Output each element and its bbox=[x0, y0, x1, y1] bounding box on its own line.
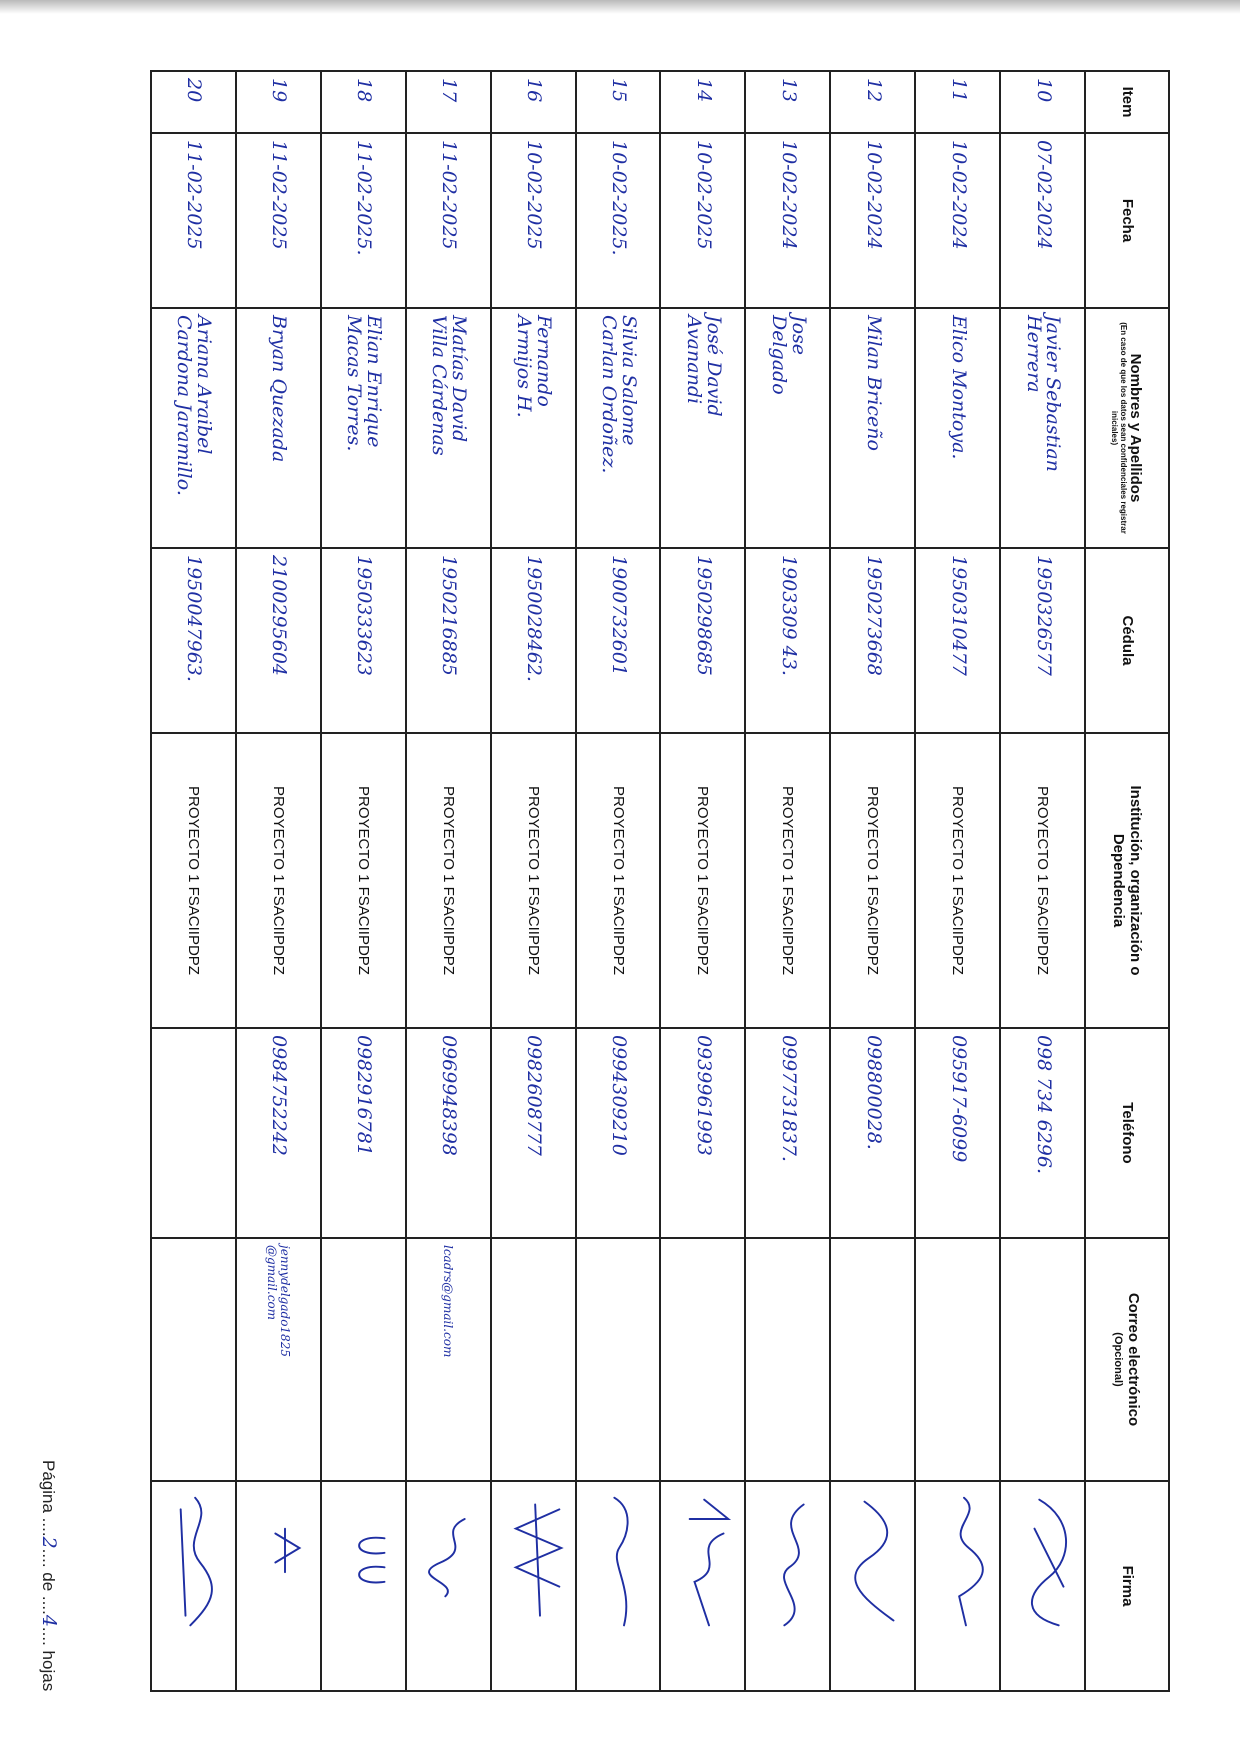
table-body bbox=[151, 71, 1085, 1691]
cell-fecha: 07-02-2024 bbox=[1000, 133, 1085, 308]
cell-telefono: 0939961993 bbox=[660, 1028, 745, 1238]
cell-item: 20 bbox=[151, 71, 236, 133]
table-row bbox=[151, 71, 236, 1691]
cell-item: 19 bbox=[236, 71, 321, 133]
cell-fecha: 10-02-2024 bbox=[915, 133, 1000, 308]
cell-correo bbox=[321, 1238, 406, 1481]
cell-fecha: 10-02-2025 bbox=[660, 133, 745, 308]
header-item: Item bbox=[1085, 71, 1169, 133]
cell-firma bbox=[915, 1481, 1000, 1691]
page-footer: Página ....2.... de ....4.... hojas bbox=[38, 1460, 60, 1692]
signature-scribble bbox=[850, 1490, 908, 1635]
cell-fecha: 10-02-2025. bbox=[576, 133, 661, 308]
attendance-sheet bbox=[150, 70, 1170, 1690]
signature-scribble bbox=[511, 1490, 569, 1635]
cell-fecha: 11-02-2025. bbox=[321, 133, 406, 308]
header-cedula: Cédula bbox=[1085, 548, 1169, 733]
cell-cedula: 1900732601 bbox=[576, 548, 661, 733]
cell-institucion: PROYECTO 1 FSACIIPDPZ bbox=[830, 733, 915, 1028]
cell-item: 10 bbox=[1000, 71, 1085, 133]
signature-scribble bbox=[426, 1490, 484, 1635]
cell-name-line2: Herrera bbox=[1022, 315, 1045, 393]
cell-name-line1: Bryan Quezada bbox=[268, 315, 291, 463]
cell-telefono: 0984752242 bbox=[236, 1028, 321, 1238]
cell-name-line2: Delgado bbox=[767, 315, 790, 395]
cell-correo-line1: lcadrs@gmail.com bbox=[441, 1245, 456, 1358]
table-row bbox=[491, 71, 576, 1691]
cell-correo bbox=[745, 1238, 830, 1481]
cell-fecha: 10-02-2024 bbox=[830, 133, 915, 308]
cell-institucion: PROYECTO 1 FSACIIPDPZ bbox=[915, 733, 1000, 1028]
signature-scribble bbox=[680, 1490, 738, 1635]
cell-correo bbox=[406, 1238, 491, 1481]
cell-firma bbox=[576, 1481, 661, 1691]
signature-scribble bbox=[935, 1490, 993, 1635]
footer-de-label: de bbox=[39, 1572, 58, 1592]
cell-telefono: 0982916781 bbox=[321, 1028, 406, 1238]
cell-institucion: PROYECTO 1 FSACIIPDPZ bbox=[491, 733, 576, 1028]
cell-firma bbox=[830, 1481, 915, 1691]
cell-correo-line1: jennydelgado1825 bbox=[277, 1245, 292, 1357]
cell-correo bbox=[830, 1238, 915, 1481]
signature-scribble bbox=[171, 1490, 229, 1635]
cell-nombres bbox=[236, 308, 321, 548]
cell-cedula: 2100295604 bbox=[236, 548, 321, 733]
cell-nombres bbox=[830, 308, 915, 548]
table-row bbox=[406, 71, 491, 1691]
table-row bbox=[830, 71, 915, 1691]
cell-telefono: 0997731837. bbox=[745, 1028, 830, 1238]
cell-name-line1: Milan Briceño bbox=[862, 315, 885, 451]
cell-fecha: 10-02-2025 bbox=[491, 133, 576, 308]
table-row bbox=[576, 71, 661, 1691]
cell-institucion: PROYECTO 1 FSACIIPDPZ bbox=[321, 733, 406, 1028]
cell-fecha: 11-02-2025 bbox=[236, 133, 321, 308]
scan-edge bbox=[0, 0, 1240, 14]
cell-telefono: 0994309210 bbox=[576, 1028, 661, 1238]
cell-cedula: 1903309 43. bbox=[745, 548, 830, 733]
cell-correo bbox=[151, 1238, 236, 1481]
cell-name-line1: Jose bbox=[787, 315, 810, 356]
cell-institucion: PROYECTO 1 FSACIIPDPZ bbox=[576, 733, 661, 1028]
signature-scribble bbox=[765, 1490, 823, 1635]
cell-nombres bbox=[151, 308, 236, 548]
cell-institucion: PROYECTO 1 FSACIIPDPZ bbox=[406, 733, 491, 1028]
cell-correo bbox=[915, 1238, 1000, 1481]
table-row bbox=[1000, 71, 1085, 1691]
cell-item: 16 bbox=[491, 71, 576, 133]
cell-firma bbox=[660, 1481, 745, 1691]
cell-cedula: 1950028462. bbox=[491, 548, 576, 733]
cell-cedula: 1950047963. bbox=[151, 548, 236, 733]
cell-telefono: 098 734 6296. bbox=[1000, 1028, 1085, 1238]
cell-name-line1: Elian Enrique bbox=[363, 315, 386, 448]
header-correo-label: Correo electrónico bbox=[1124, 1292, 1142, 1427]
cell-telefono: 0982608777 bbox=[491, 1028, 576, 1238]
cell-name-line2: Avanandi bbox=[682, 315, 705, 405]
cell-correo bbox=[1000, 1238, 1085, 1481]
header-fecha: Fecha bbox=[1085, 133, 1169, 308]
cell-cedula: 1950310477 bbox=[915, 548, 1000, 733]
cell-cedula: 1950298685 bbox=[660, 548, 745, 733]
cell-name-line2: Cardona Jaramillo. bbox=[173, 315, 196, 496]
table-row bbox=[745, 71, 830, 1691]
cell-name-line2: Villa Cárdenas bbox=[428, 315, 451, 456]
cell-nombres bbox=[491, 308, 576, 548]
cell-firma bbox=[491, 1481, 576, 1691]
signature-scribble bbox=[341, 1490, 399, 1635]
cell-telefono: 0969948398 bbox=[406, 1028, 491, 1238]
header-nombres-label: Nombres y Apellidos bbox=[1127, 353, 1145, 503]
cell-name-line1: Javier Sebastian bbox=[1042, 315, 1065, 472]
cell-telefono: 095917-6099 bbox=[915, 1028, 1000, 1238]
cell-name-line1: José David bbox=[702, 315, 725, 417]
cell-name-line1: Elico Montoya. bbox=[947, 315, 970, 460]
signature-scribble bbox=[1020, 1490, 1078, 1635]
cell-institucion: PROYECTO 1 FSACIIPDPZ bbox=[660, 733, 745, 1028]
table-row bbox=[236, 71, 321, 1691]
cell-firma bbox=[1000, 1481, 1085, 1691]
cell-name-line1: Silvia Salome bbox=[617, 315, 640, 446]
cell-firma bbox=[406, 1481, 491, 1691]
cell-nombres bbox=[660, 308, 745, 548]
footer-pagina-label: Página bbox=[39, 1460, 58, 1513]
cell-correo bbox=[236, 1238, 321, 1481]
cell-item: 13 bbox=[745, 71, 830, 133]
cell-institucion: PROYECTO 1 FSACIIPDPZ bbox=[151, 733, 236, 1028]
cell-name-line2: Carlan Ordoñez. bbox=[598, 315, 621, 474]
cell-fecha: 11-02-2025 bbox=[406, 133, 491, 308]
footer-hojas-label: hojas bbox=[39, 1650, 58, 1692]
cell-cedula: 1950273668 bbox=[830, 548, 915, 733]
cell-institucion: PROYECTO 1 FSACIIPDPZ bbox=[745, 733, 830, 1028]
cell-nombres bbox=[1000, 308, 1085, 548]
cell-item: 14 bbox=[660, 71, 745, 133]
footer-total-pages: 4 bbox=[38, 1614, 60, 1627]
cell-telefono: 098800028. bbox=[830, 1028, 915, 1238]
cell-fecha: 10-02-2024 bbox=[745, 133, 830, 308]
cell-firma bbox=[745, 1481, 830, 1691]
table-row bbox=[660, 71, 745, 1691]
signature-scribble bbox=[256, 1490, 314, 1635]
attendance-table bbox=[150, 70, 1170, 1692]
cell-item: 11 bbox=[915, 71, 1000, 133]
cell-nombres bbox=[745, 308, 830, 548]
footer-page-number: 2 bbox=[38, 1536, 60, 1549]
cell-correo-line2: @gmail.com bbox=[265, 1245, 280, 1321]
cell-name-line2: Macas Torres. bbox=[343, 315, 366, 452]
header-nombres-note: (En caso de que los datos sean confidenciales registrar iniciales) bbox=[1110, 322, 1129, 534]
cell-item: 17 bbox=[406, 71, 491, 133]
cell-fecha: 11-02-2025 bbox=[151, 133, 236, 308]
cell-correo bbox=[576, 1238, 661, 1481]
cell-name-line2: Armijos H. bbox=[513, 315, 536, 418]
cell-institucion: PROYECTO 1 FSACIIPDPZ bbox=[1000, 733, 1085, 1028]
header-correo bbox=[1085, 1238, 1169, 1481]
cell-nombres bbox=[576, 308, 661, 548]
cell-nombres bbox=[406, 308, 491, 548]
cell-nombres bbox=[915, 308, 1000, 548]
cell-correo bbox=[660, 1238, 745, 1481]
cell-cedula: 1950333623 bbox=[321, 548, 406, 733]
cell-item: 12 bbox=[830, 71, 915, 133]
header-institucion: Institución, organización o Dependencia bbox=[1085, 733, 1169, 1028]
cell-institucion: PROYECTO 1 FSACIIPDPZ bbox=[236, 733, 321, 1028]
cell-name-line1: Fernando bbox=[533, 315, 556, 407]
header-telefono: Teléfono bbox=[1085, 1028, 1169, 1238]
cell-firma bbox=[236, 1481, 321, 1691]
cell-cedula: 1950216885 bbox=[406, 548, 491, 733]
cell-item: 15 bbox=[576, 71, 661, 133]
header-correo-note: (Opcional) bbox=[1112, 1332, 1125, 1387]
cell-telefono bbox=[151, 1028, 236, 1238]
cell-firma bbox=[321, 1481, 406, 1691]
table-row bbox=[321, 71, 406, 1691]
cell-firma bbox=[151, 1481, 236, 1691]
cell-cedula: 1950326577 bbox=[1000, 548, 1085, 733]
cell-item: 18 bbox=[321, 71, 406, 133]
signature-scribble bbox=[595, 1490, 653, 1635]
header-row bbox=[1085, 71, 1169, 1691]
header-nombres bbox=[1085, 308, 1169, 548]
header-firma: Firma bbox=[1085, 1481, 1169, 1691]
cell-name-line1: Matías David bbox=[448, 315, 471, 443]
cell-name-line1: Ariana Araibel bbox=[193, 315, 216, 455]
cell-correo bbox=[491, 1238, 576, 1481]
table-row bbox=[915, 71, 1000, 1691]
cell-nombres bbox=[321, 308, 406, 548]
